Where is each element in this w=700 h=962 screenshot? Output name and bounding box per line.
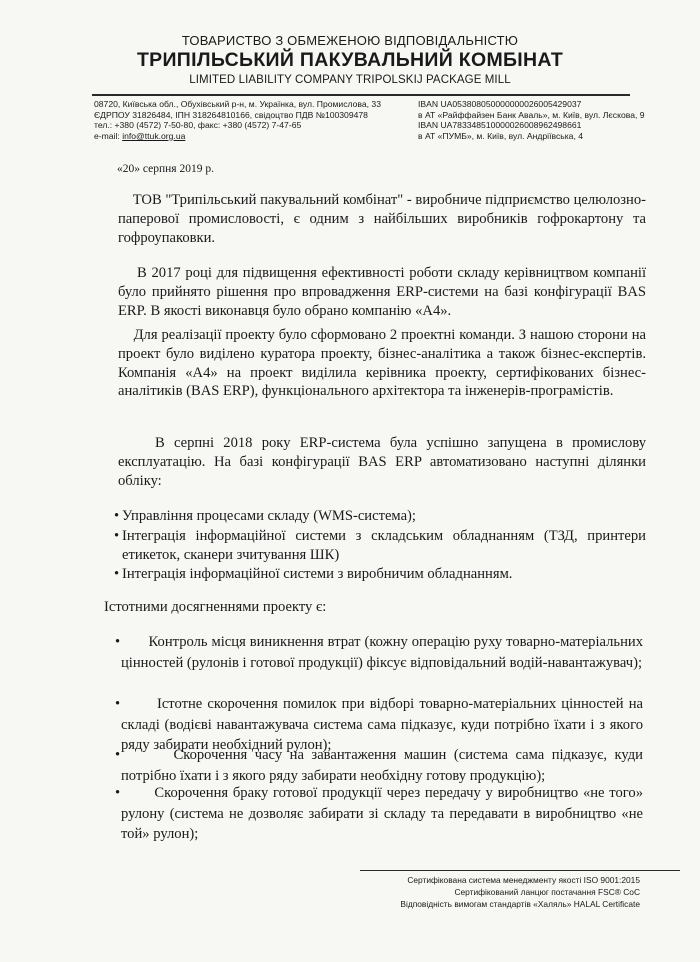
letter-date: «20» серпня 2019 р.	[117, 163, 214, 175]
company-phones: тел.: +380 (4572) 7-50-80, факс: +380 (4572) 7-47-65	[94, 120, 302, 131]
certification-iso: Сертифікована система менеджменту якості ISO 9001:2015	[407, 875, 640, 885]
bank-2: в АТ «ПУМБ», м. Київ, вул. Андріївська, 4	[418, 130, 584, 141]
company-codes: ЄДРПОУ 31826484, ІПН 318264810166, свідоцтво ПДВ №100309478	[94, 109, 368, 120]
certification-fsc: Сертифікований ланцюг постачання FSC® CoC	[454, 887, 640, 897]
email-link[interactable]: info@ttuk.org.ua	[122, 130, 186, 141]
iban-2: IBAN UA783348510000026008962498661	[418, 120, 582, 131]
contacts-left	[94, 99, 414, 141]
list-item-achievement-2: • Істотне скорочення помилок при відборі товарно-матеріальних цінностей на складі (водієві навантажувача система сама підказує, куди потрібно їхати і з якого ряду забирати необхідний рулон);	[115, 696, 643, 754]
email-label: e-mail:	[94, 130, 123, 141]
list-item-area-1: • Управління процесами складу (WMS-система);	[114, 508, 416, 524]
paragraph-decision: В 2017 році для підвищення ефективності роботи складу керівництвом компанії було прийнято рішення про впровадження ERP-системи на базі конфігурації BAS ERP. В якості виконавця було обрано компанію «А4».	[118, 265, 646, 319]
achievements-heading: Істотними досягненнями проекту є:	[104, 599, 327, 615]
paragraph-launch: В серпні 2018 року ERP-система була успішно запущена в промислову експлуатацію. На базі конфігурації BAS ERP автоматизовано наступні ділянки обліку:	[118, 435, 647, 489]
company-name-english: LIMITED LIABILITY COMPANY TRIPOLSKIJ PACKAGE MILL	[189, 74, 511, 86]
company-legal-form: ТОВАРИСТВО З ОБМЕЖЕНОЮ ВІДПОВІДАЛЬНІСТЮ	[181, 33, 519, 48]
footer-divider	[360, 870, 680, 871]
list-item-achievement-1: • Контроль місця виникнення втрат (кожну операцію руху товарно-матеріальних цінностей (рулонів і готової продукції) фіксує відповідальний водій-навантажувач);	[115, 634, 643, 671]
list-item-achievement-3: • Скорочення часу на завантаження машин (система сама підказує, куди потрібно їхати і з якого ряду забирати необхідну готову продукцію);	[115, 747, 643, 784]
list-item-achievement-4: • Скорочення браку готової продукції через передачу у виробництво «не того» рулону (система не дозволяє забирати зі складу та передавати в виробництво «не той» рулон);	[115, 785, 643, 843]
bullet-icon: •	[115, 696, 121, 712]
certification-halal: Відповідність вимогам стандартів «Халяль» HALAL Certificate	[400, 899, 640, 909]
bullet-icon: •	[114, 508, 120, 524]
header-divider	[92, 94, 630, 96]
paragraph-intro: ТОВ "Трипільський пакувальний комбінат" - виробниче підприємство целюлозно-паперової промисловості, є одним з найбільших виробників гофрокартону та гофроупаковки.	[118, 192, 646, 246]
paragraph-teams: Для реалізації проекту було сформовано 2 проектні команди. З нашою сторони на проект було виділено куратора проекту, бізнес-аналітика а також бізнес-експертів. Компанія «А4» на проект виділила керівника проекту, сертифікованих бізнес-аналітиків (BAS ERP), функціонального архітектора та інженерів-програмістів.	[118, 327, 646, 400]
contacts-right	[418, 99, 678, 141]
list-item-area-3: • Інтеграція інформаційної системи з виробничим обладнанням.	[114, 566, 513, 582]
bullet-icon: •	[115, 747, 121, 763]
company-email-row	[94, 131, 414, 142]
list-item-area-2: • Інтеграція інформаційної системи з складським обладнанням (ТЗД, принтери етикеток, сканери зчитування ШК)	[114, 528, 646, 563]
bullet-icon: •	[115, 634, 121, 650]
company-address: 08720, Київська обл., Обухівський р-н, м. Українка, вул. Промислова, 33	[94, 99, 381, 109]
company-name: ТРИПІЛЬСЬКИЙ ПАКУВАЛЬНИЙ КОМБІНАТ	[136, 49, 564, 71]
iban-1: IBAN UA053808050000000026005429037	[418, 99, 582, 109]
certifications-footer	[400, 874, 640, 910]
bullet-icon: •	[115, 785, 121, 801]
bank-1: в АТ «Райффайзен Банк Аваль», м. Київ, вул. Лєскова, 9	[418, 109, 645, 120]
bullet-icon: •	[114, 566, 120, 582]
bullet-icon: •	[114, 528, 120, 544]
